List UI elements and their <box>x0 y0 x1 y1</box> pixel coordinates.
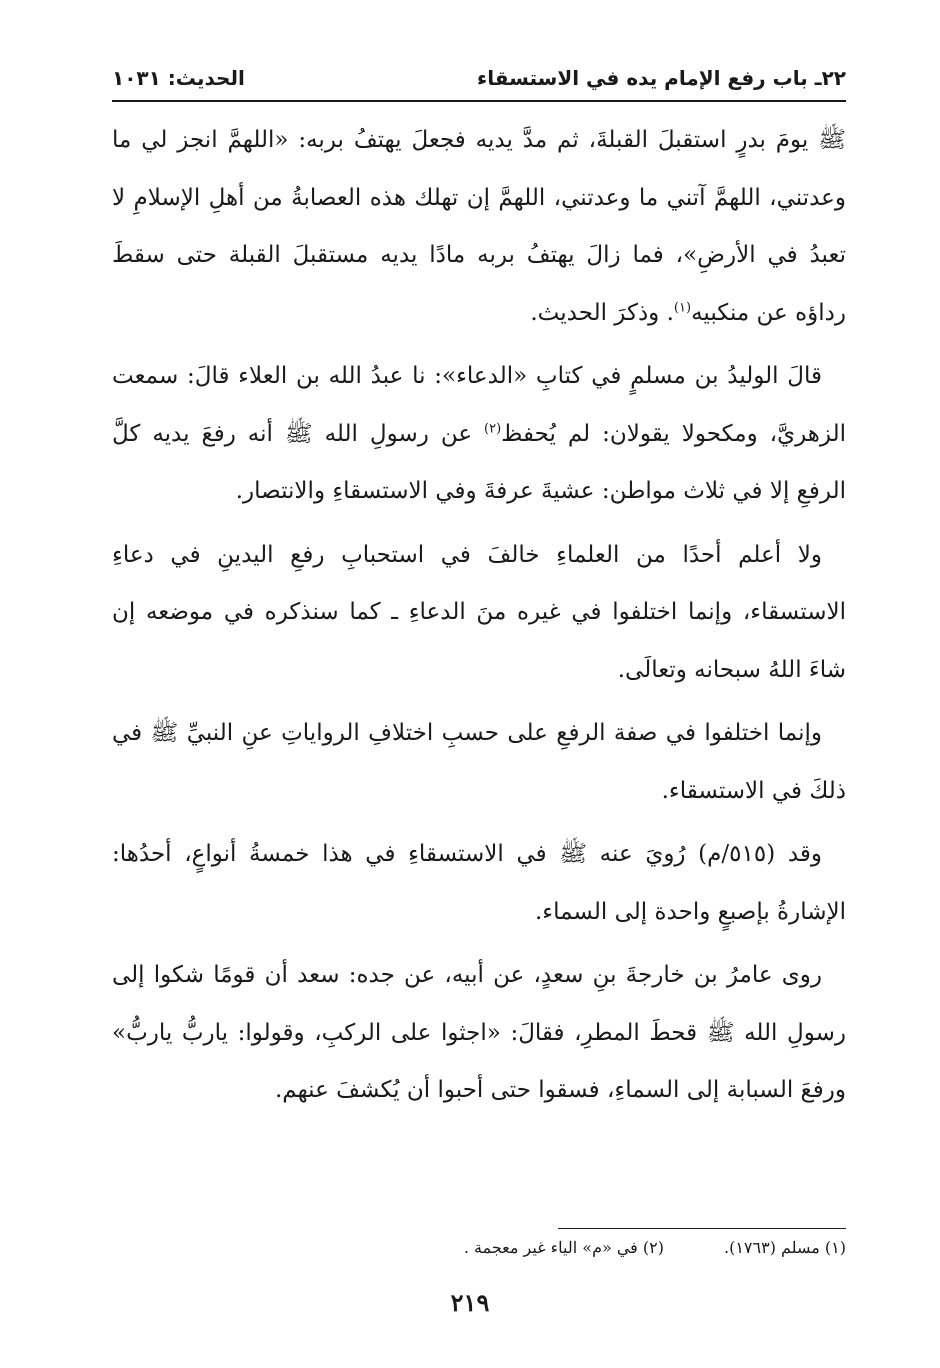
paragraph-3: ولا أعلم أحدًا من العلماءِ خالفَ في استحبابِ رفعِ اليدينِ في دعاءِ الاستسقاء، وإنما اختلفوا في غيره منَ الدعاءِ ـ كما سنذكره في موضعه إن شاءَ اللهُ سبحانه وتعالَى. <box>112 541 846 683</box>
footnotes <box>200 1238 846 1266</box>
footnote-marker-2: (٢) <box>484 420 502 436</box>
footnote-1: (١) مسلم (١٧٦٣). <box>724 1238 846 1257</box>
main-text <box>112 112 846 1126</box>
paragraph-1: ﷺ يومَ بدرٍ استقبلَ القبلةَ، ثم مدَّ يديه فجعلَ يهتفُ بربه: «اللهمَّ انجز لي ما وعدتني، اللهمَّ آتني ما وعدتني، اللهمَّ إن تهلك هذه العصابةُ من أهلِ الإسلامِ لا تعبدُ في الأرضِ»، فما زالَ يهتفُ بربه مادًا يديه مستقبلَ القبلة حتى سقطَ رداؤه عن منكبيه$^{(١)}$. وذكرَ الحديث. <box>112 127 846 326</box>
paragraph-6: روى عامرُ بن خارجةَ بنِ سعدٍ، عن أبيه، عن جده: سعد أن قومًا شكوا إلى رسولِ الله ﷺ قحطَ المطرِ، فقالَ: «اجثوا على الركبِ، وقولوا: ياربُّ ياربُّ» ورفعَ السبابة إلى السماءِ، فسقوا حتى أحبوا أن يُكشفَ عنهم. <box>112 962 846 1103</box>
running-header <box>112 58 846 98</box>
paragraph-4: وإنما اختلفوا في صفة الرفعِ على حسبِ اختلافِ الرواياتِ عنِ النبيِّ ﷺ في ذلكَ في الاستسقاء. <box>112 720 846 804</box>
page-number: ٢١٩ <box>450 1288 490 1317</box>
paragraph-5: وقد (٥١٥/م) رُويَ عنه ﷺ في الاستسقاءِ في هذا خمسةُ أنواعٍ، أحدُها: الإشارةُ بإصبعٍ واحدة إلى السماء. <box>112 841 846 925</box>
hadith-reference: الحديث: ١٠٣١ <box>112 66 245 90</box>
paragraph-2: قالَ الوليدُ بن مسلمٍ في كتابِ «الدعاء»: نا عبدُ الله بن العلاء قالَ: سمعت الزهريَّ، ومكحولا يقولان: لم يُحفظ$^{(٢)}$ عن رسولِ الله ﷺ أنه رفعَ يديه كلَّ الرفعِ إلا في ثلاث مواطن: عشيةَ عرفةَ وفي الاستسقاءِ والانتصار. <box>112 363 846 504</box>
footnote-marker-1: (١) <box>673 299 692 315</box>
footnote-divider <box>558 1228 846 1229</box>
chapter-title: ٢٢ـ باب رفع الإمام يده في الاستسقاء <box>477 66 846 90</box>
footnote-2: (٢) في «م» الياء غير معجمة . <box>463 1238 664 1257</box>
header-divider <box>112 100 846 102</box>
